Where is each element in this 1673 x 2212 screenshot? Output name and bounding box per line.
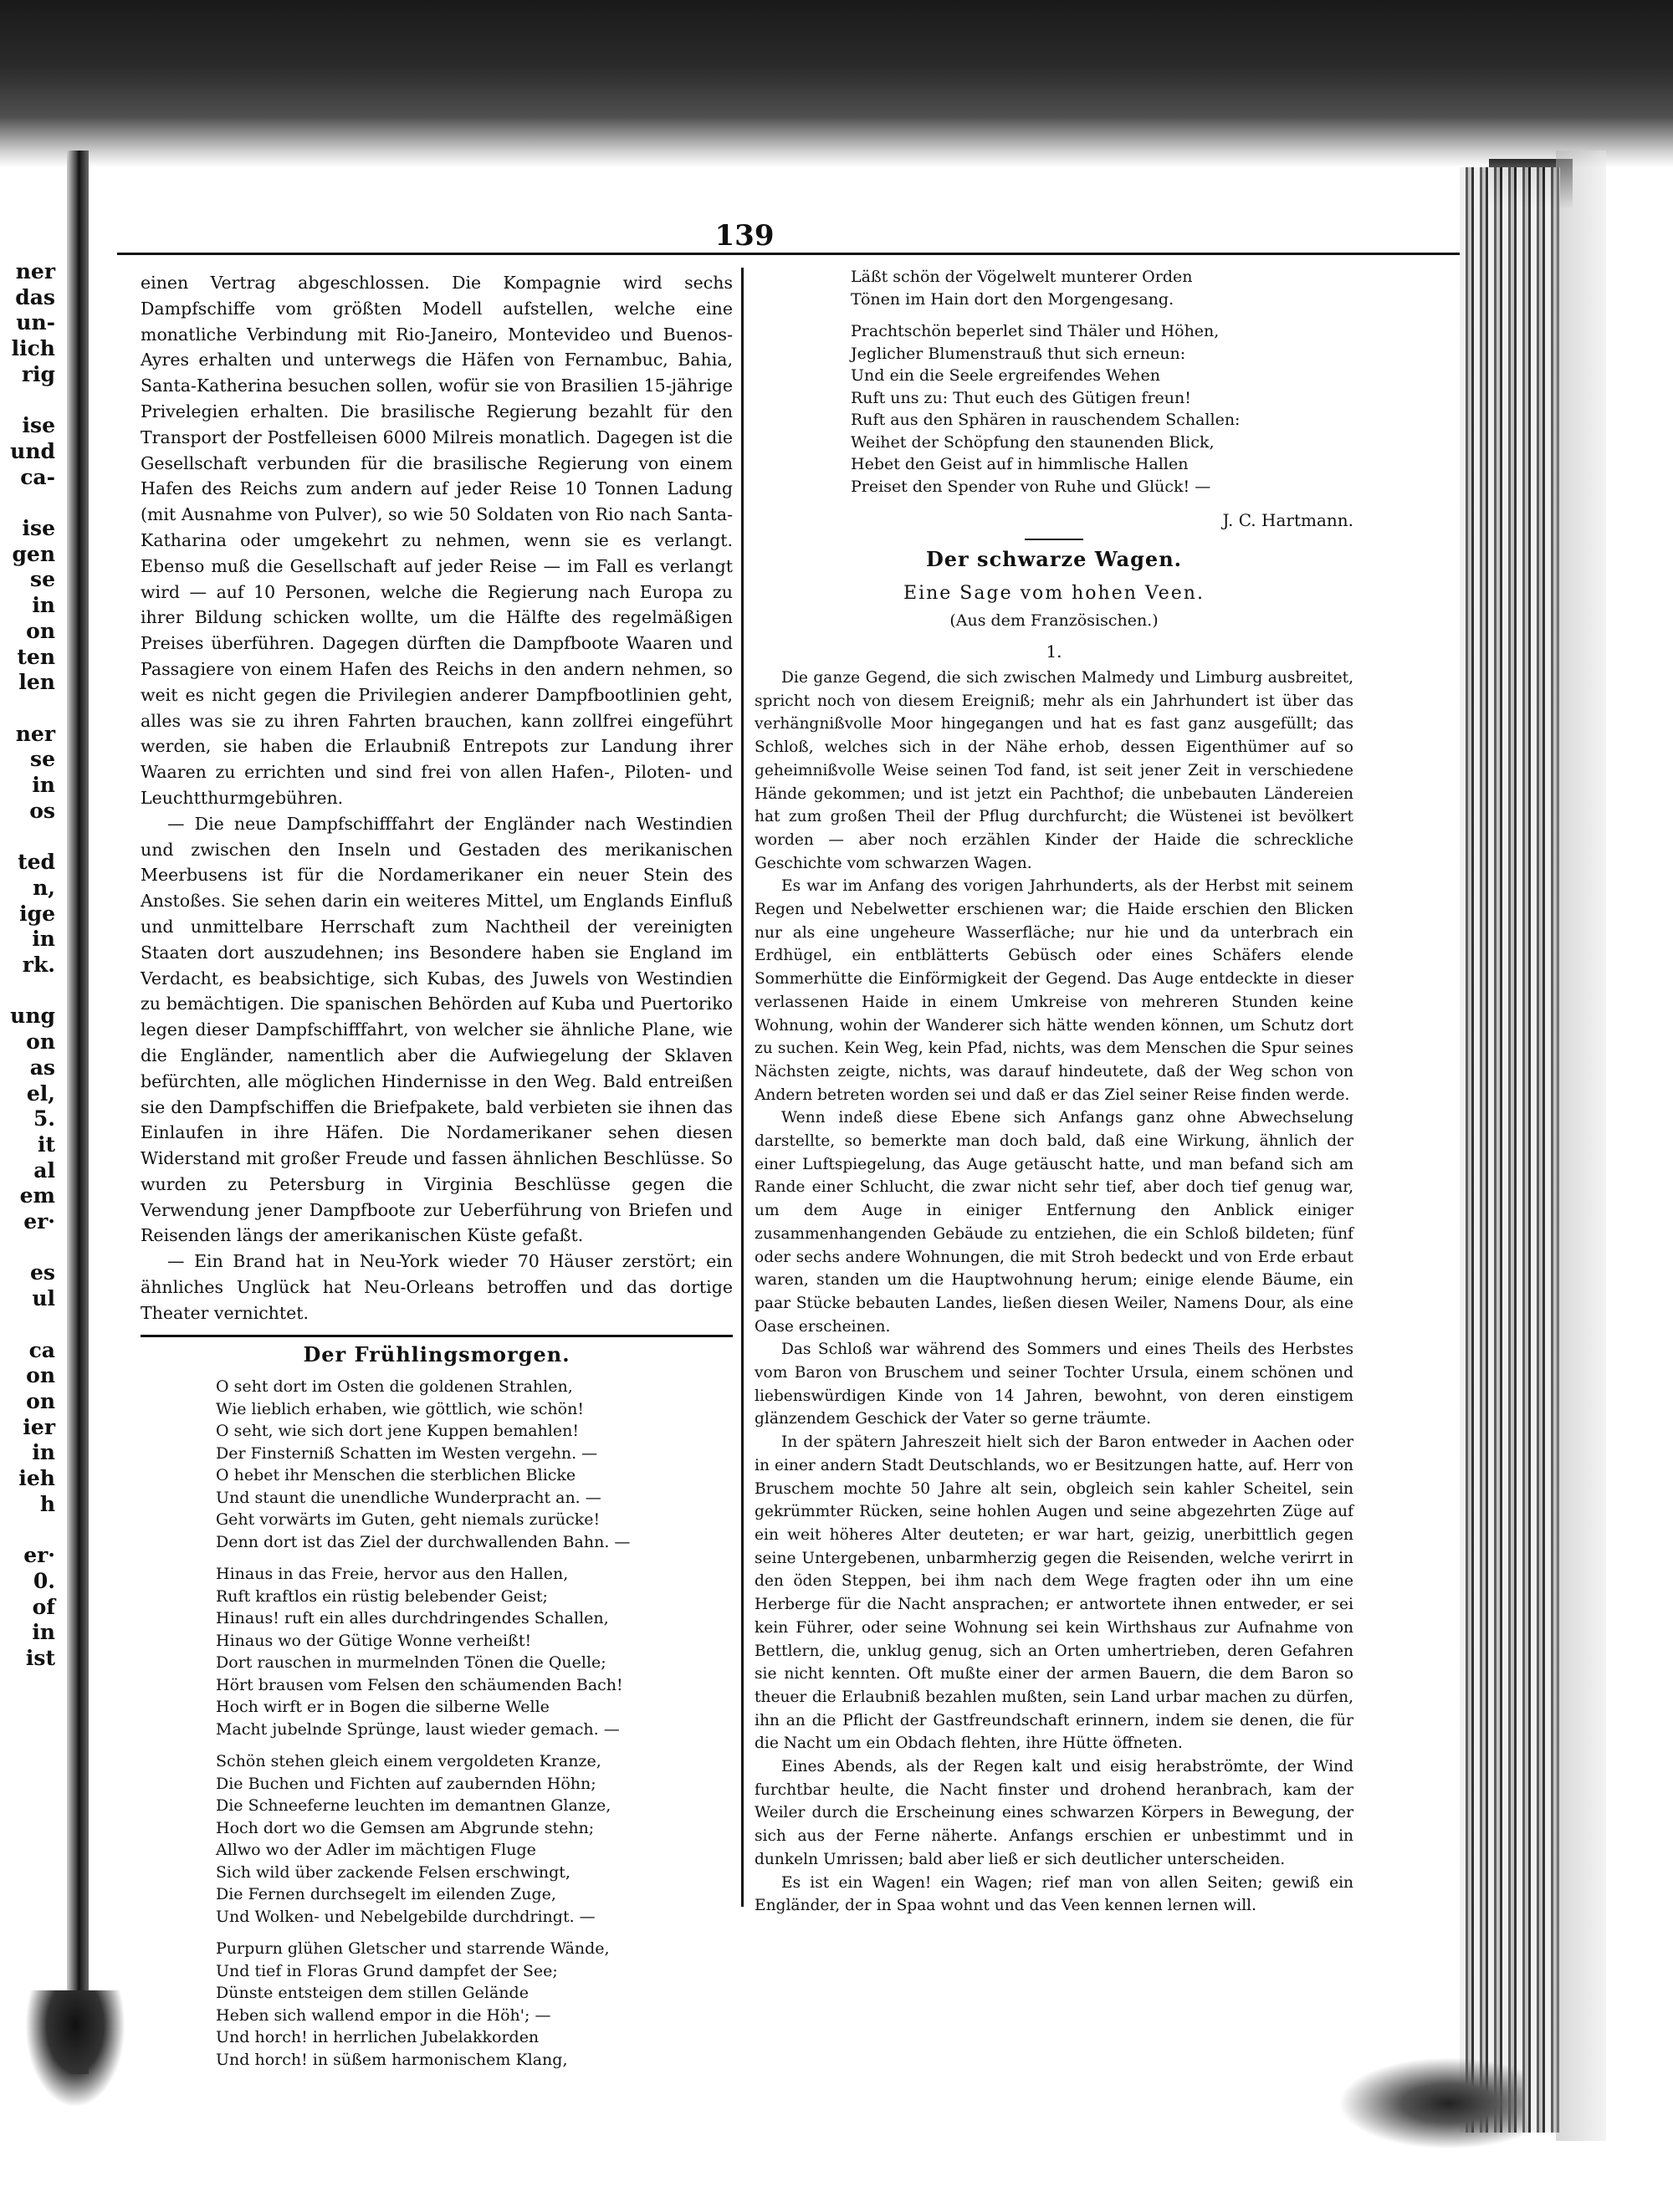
fragment-line: n,: [33, 875, 55, 900]
poem-stanza: [851, 320, 1353, 498]
fragment-line: [0, 824, 60, 850]
poem-stanza: [216, 1938, 733, 2071]
poem-stanza: [216, 1376, 733, 1553]
fragment-line: [0, 388, 60, 414]
story-title: Der schwarze Wagen.: [925, 546, 1183, 571]
poem-line: Und ein die Seele ergreifendes Wehen: [851, 366, 1160, 385]
fragment-line: ul: [32, 1286, 55, 1311]
poem-author: J. C. Hartmann.: [1222, 510, 1353, 530]
poem-stanza: [851, 266, 1353, 310]
fragment-line: rig: [21, 361, 55, 386]
fragment-line: lich: [11, 336, 55, 361]
poem-line: Schön stehen gleich einem vergoldeten Kranze,: [216, 1752, 601, 1771]
left-column: [141, 270, 733, 2081]
fragment-line: in: [32, 773, 55, 798]
header-rule: [117, 253, 1460, 255]
column-rule: [741, 268, 744, 1907]
fragment-line: und: [10, 438, 55, 463]
story-paragraph: Es war im Anfang des vorigen Jahrhunderts, als der Herbst mit seinem Regen und Nebelwetter erschienen war; die Haide erschien den Blicken nur als eine ungeheure Wasserfläche; nur hie und da unterbrach ein Erdhügel, ein entblätterts Gebüsch oder eines Schäfers elende Sommerhütte die Einförmigkeit der Gegend. Das Auge entdeckte in dieser verlassenen Haide in einem Umkreise von mehreren Stunden keine Wohnung, wohin der Wanderer sich hätte wenden können, um Schutz dort zu suchen. Kein Weg, kein Pfad, nichts, was dem Menschen die Spur seines Nächsten zeigte, nichts, was darauf hindeutete, daß der Weg schon von Andern betreten worden sei und daß er das Ziel seiner Reise finden werde.: [755, 877, 1353, 1104]
fragment-line: on: [26, 1029, 55, 1055]
fragment-line: [0, 1235, 60, 1261]
story-paragraph: Eines Abends, als der Regen kalt und eisig herabströmte, der Wind furchtbar heulte, die Nacht finster und drohend heranbrach, kam der Weiler durch die Erscheinung eines schwarzen Körpers in Bewegung, der sich aus der Ferne näherte. Anfangs erschien er unbestimmt und in dunkeln Umrissen; bald aber ließ er sich deutlicher unterscheiden.: [755, 1758, 1353, 1868]
poem-stanza: [216, 1563, 733, 1740]
poem-line: Wie lieblich erhaben, wie göttlich, wie schön!: [216, 1399, 584, 1418]
story-source: (Aus dem Französischen.): [949, 611, 1159, 631]
fragment-line: das: [15, 284, 55, 309]
fragment-line: ca-: [20, 464, 55, 489]
poem-line: Hinaus! ruft ein alles durchdringendes Schallen,: [216, 1609, 609, 1628]
poem-stanza: [216, 1750, 733, 1928]
fragment-line: rk.: [22, 952, 55, 977]
scan-top-shadow: [0, 0, 1673, 167]
fragment-line: [0, 1312, 60, 1338]
poem-line: Die Schneeferne leuchten im demantnen Glanze,: [216, 1796, 611, 1816]
poem-line: Und horch! in süßem harmonischem Klang,: [216, 2050, 568, 2069]
poem-line: Und horch! in herrlichen Jubelakkorden: [216, 2028, 540, 2047]
fragment-line: 0.: [33, 1568, 55, 1593]
poem-line: Allwo wo der Adler im mächtigen Fluge: [216, 1841, 536, 1860]
poem-line: Denn dort ist das Ziel der durchwallenden Bahn. —: [216, 1532, 631, 1551]
poem-line: Preiset den Spender von Ruhe und Glück! —: [851, 477, 1211, 496]
bottom-stain: [1338, 2057, 1522, 2149]
fragment-line: in: [32, 1620, 55, 1645]
poem-line: Ruft uns zu: Thut euch des Gütigen freun!: [851, 388, 1191, 407]
poem-continuation: [755, 266, 1353, 498]
fragment-line: un-: [16, 310, 55, 335]
fragment-line: [0, 978, 60, 1004]
fragment-line: er·: [23, 1543, 55, 1568]
poem-line: Heben sich wallend empor in die Höh'; —: [216, 2005, 551, 2025]
poem-line: Ruft aus den Sphären in rauschendem Schallen:: [851, 411, 1241, 429]
fragment-line: ten: [17, 644, 55, 669]
book-spine: [67, 151, 89, 2074]
fragment-line: ise: [22, 413, 55, 438]
story-paragraph: In der spätern Jahreszeit hielt sich der Baron entweder in Aachen oder in einer andern Stadt Deutschlands, wo er Besitzungen hatte, auf. Herr von Bruschem mochte 50 Jahre alt sein, obgleich sein kahler Scheitel, sein gekrümmter Rücken, seine hohlen Augen und seine abgezehrten Züge auf ein weit höheres Alter deuteten; er war hart, geizig, unerbittlich gegen seine Untergebenen, unbarmherzig gegen die Reisenden, welche verirrt in den öden Steppen, bei ihm nach dem Wege fragten oder ihn um eine Herberge für die Nacht ansprachen; er antwortete ihnen entweder, er sei kein Führer, oder seine Wohnung sei kein Wirthshaus zur Aufnahme von Bettlern, die, unklug genug, sich an Orten umhertrieben, deren Gefahren sie nicht kennten. Oft mußte einer der armen Bauern, die dem Baron so theuer die Erlaubniß bezahlen mußten, sein Land urbar machen zu dürfen, ihn an die Pflicht der Gastfreundschaft erinnern, indem sie denen, die für die Nacht um ein Obdach flehten, ihre Hütte öffneten.: [755, 1433, 1353, 1753]
poem-line: Läßt schön der Vögelwelt munterer Orden: [851, 268, 1193, 286]
fragment-line: ist: [25, 1645, 55, 1670]
fragment-line: er·: [23, 1209, 55, 1234]
fragment-line: in: [32, 593, 55, 618]
fragment-line: es: [30, 1260, 55, 1285]
fragment-line: on: [26, 1363, 55, 1388]
poem-title: Der Frühlingsmorgen.: [303, 1341, 570, 1367]
story-subtitle: Eine Sage vom hohen Veen.: [903, 582, 1205, 604]
fragment-line: of: [32, 1594, 55, 1619]
poem-line: Dort rauschen in murmelnden Tönen die Quelle;: [216, 1653, 606, 1673]
previous-page-fragment: [0, 259, 60, 1932]
fragment-line: ige: [19, 901, 55, 926]
fragment-line: on: [26, 618, 55, 643]
poem-line: Macht jubelnde Sprünge, laust wieder gemach. —: [216, 1719, 620, 1739]
poem-line: Hoch dort wo die Gemsen am Abgrunde stehn;: [216, 1818, 595, 1837]
fragment-line: as: [29, 1055, 55, 1080]
fragment-line: len: [18, 670, 55, 695]
story-paragraph: Wenn indeß diese Ebene sich Anfangs ganz ohne Abwechselung darstellte, so bemerkte man doch bald, daß eine Wirkung, ähnlich der einer Luftspiegelung, das Auge getäuscht hatte, und man befand sich am Rande einer Schlucht, die zwar nicht sehr tief, aber doch tief genug war, um dem Auge in einiger Entfernung den Anblick einiger zusammenhangenden Gebäude zu entziehen, die ein Schloß bildeten; fünf oder sechs andere Wohnungen, die mit Stroh bedeckt und von Erde erbaut waren, standen um die Hauptwohnung herum; einige elende Bäume, ein paar Stücke bebauten Landes, ließen diesen Weiler, Namens Dour, als eine Oase erscheinen.: [755, 1109, 1353, 1336]
fragment-line: [0, 696, 60, 722]
fragment-line: gen: [12, 541, 55, 566]
story-paragraph: Die ganze Gegend, die sich zwischen Malmedy und Limburg ausbreitet, spricht noch von diesem Ereigniß; mehr als ein Jahrhundert ist über das verhängnißvolle Moor hingegangen und hat es fast ganz ausgefüllt; das Schloß, welches sich in der Nähe erhob, dessen Eigenthümer auf so geheimnißvolle Weise seinen Tod fand, ist seit jener Zeit in verschiedene Hände gekommen; und ist jetzt ein Pachthof; die unbebauten Ländereien hat zum großen Theil der Pflug durchfurcht; die Wüstenei ist bevölkert worden — aber noch erzählen Kinder der Haide die schreckliche Geschichte vom schwarzen Wagen.: [755, 668, 1353, 872]
fragment-line: ung: [10, 1004, 55, 1029]
page-edge-shadow: [1556, 151, 1606, 2141]
poem-line: Geht vorwärts im Guten, geht niemals zurücke!: [216, 1510, 601, 1530]
poem-line: Hinaus wo der Gütige Wonne verheißt!: [216, 1631, 532, 1650]
title-rule: [1025, 539, 1083, 540]
news-paragraph: einen Vertrag abgeschlossen. Die Kompagnie wird sechs Dampfschiffe vom größten Modell aufstellen, welche eine monatliche Verbindung mit Rio-Janeiro, Montevideo und Buenos-Ayres erhalten und unterwegs die Häfen von Fernambuc, Bahia, Santa-Katherina besuchen sollen, wofür sie von Brasilien 15-jährige Privelegien erhalten. Die brasilische Regierung bezahlt für den Transport der Postfelleisen 6000 Milreis monatlich. Dagegen ist die Gesellschaft verbunden für die brasilische Regierung von einem Hafen des Reichs zum andern auf jeder Reise 10 Tonnen Ladung (mit Ausnahme von Pulver), so wie 50 Soldaten von Rio nach Santa-Katharina oder umgekehrt zu nehmen, wenn sie es verlangt. Ebenso muß die Gesellschaft auf jeder Reise — im Fall es verlangt wird — auf 10 Personen, welche die Regierung nach Europa zu ihrer Bildung schicken wollte, um die Hälfte des regelmäßigen Preises überführen. Dagegen dürften die Dampfboote Waaren und Passagiere von einem Hafen des Reichs in den andern nehmen, so weit es nicht gegen die Privilegien anderer Dampfbootlinien geht, alles was sie zu ihren Fahrten brauchen, kann zollfrei eingeführt werden, sie haben die Erlaubniß Entrepots zur Landung ihrer Waaren zu errichten und sind frei von allen Hafen-, Piloten- und Leuchtthurmgebühren.: [141, 273, 734, 808]
fragment-line: it: [37, 1132, 55, 1157]
story-paragraph: Das Schloß war während des Sommers und eines Theils des Herbstes vom Baron von Bruschem und seiner Tochter Ursula, einem schönen und liebenswürdigen Kinde von 14 Jahren, bewohnt, von deren einstigem glänzendem Geschick der Vater so gerne träumte.: [755, 1341, 1353, 1428]
right-column: [755, 266, 1353, 1918]
fragment-line: ise: [22, 516, 55, 541]
page-number: 139: [714, 219, 775, 253]
poem-line: O hebet ihr Menschen die sterblichen Blicke: [216, 1466, 576, 1485]
poem-line: O seht dort im Osten die goldenen Strahlen,: [216, 1377, 573, 1397]
fragment-line: [0, 490, 60, 516]
poem-line: Prachtschön beperlet sind Thäler und Höhen,: [851, 322, 1220, 340]
poem-line: Und tief in Floras Grund dampfet der See;: [216, 1961, 558, 1980]
poem-line: O seht, wie sich dort jene Kuppen bemahlen!: [216, 1422, 579, 1441]
poem-line: Der Finsterniß Schatten im Westen vergehn. —: [216, 1443, 598, 1463]
chapter-number: 1.: [1046, 641, 1062, 662]
fragment-line: ner: [15, 721, 55, 746]
fragment-line: in: [32, 1440, 55, 1465]
news-paragraph: — Die neue Dampfschifffahrt der Engländer nach Westindien und zwischen den Inseln und Gestaden des merikanischen Meerbusens ist für die Nordamerikaner ein neuer Stein des Anstoßes. Sie sehen darin ein weiteres Mittel, um Englands Einfluß und unmittelbare Herrschaft zum Nachtheil der vereinigten Staaten dort auszudehnen; ins Besondere haben sie England im Verdacht, es beabsichtige, sich Kubas, des Juwels von Westindien zu bemächtigen. Die spanischen Behörden auf Kuba und Puertoriko legen dieser Dampfschifffahrt, von welcher sie ähnliche Plane, wie die Engländer, namentlich aber die Aufwiegelung der Sklaven befürchten, alle möglichen Hindernisse in den Weg. Bald entreißen sie den Dampfschiffen die Briefpakete, bald verbieten sie ihnen das Einlaufen in ihre Häfen. Die Nordamerikaner sehen diesen Widerstand mit großer Freude und fassen ähnlichen Beschlüsse. So wurden zu Petersburg in Virginia Beschlüsse gegen die Verwendung jener Dampfboote zur Ueberführung von Briefen und Reisenden längs der amerikanischen Küste gefaßt.: [141, 813, 733, 1246]
poem-line: Dünste entsteigen dem stillen Gelände: [216, 1984, 529, 2003]
poem-line: Und staunt die unendliche Wunderpracht an. —: [216, 1488, 601, 1507]
fragment-line: ier: [23, 1414, 55, 1439]
fragment-line: os: [29, 798, 55, 823]
poem-line: Purpurn glühen Gletscher und starrende Wände,: [216, 1939, 610, 1959]
fragment-line: se: [30, 747, 55, 772]
page-edges: [1460, 167, 1560, 2133]
fragment-line: on: [26, 1388, 55, 1413]
poem-line: Sich wild über zackende Felsen erschwingt,: [216, 1862, 570, 1882]
fragment-line: ieh: [18, 1466, 55, 1491]
fragment-line: el,: [26, 1080, 55, 1106]
section-rule: [141, 1335, 733, 1337]
fragment-line: ner: [15, 259, 55, 284]
fragment-line: al: [33, 1157, 55, 1183]
poem: [141, 1376, 733, 2071]
story-paragraph: Es ist ein Wagen! ein Wagen; rief man von allen Seiten; gewiß ein Engländer, der in Spaa wohnt und das Veen kennen lernen will.: [755, 1873, 1353, 1915]
poem-line: Ruft kraftlos ein rüstig belebender Geist;: [216, 1586, 548, 1606]
poem-line: Weihet der Schöpfung den staunenden Blick,: [851, 432, 1215, 452]
poem-line: Hört brausen vom Felsen den schäumenden Bach!: [216, 1675, 623, 1694]
poem-line: Die Fernen durchsegelt im eilenden Zuge,: [216, 1885, 556, 1904]
poem-line: Tönen im Hain dort den Morgengesang.: [851, 289, 1174, 309]
poem-line: Die Buchen und Fichten auf zaubernden Höhn;: [216, 1774, 596, 1793]
fragment-line: in: [32, 927, 55, 952]
poem-line: Und Wolken- und Nebelgebilde durchdringt. —: [216, 1907, 596, 1926]
poem-line: Hinaus in das Freie, hervor aus den Hallen,: [216, 1565, 569, 1584]
fragment-line: [0, 1517, 60, 1543]
fragment-line: ted: [18, 850, 55, 875]
poem-line: Hebet den Geist auf in himmlische Hallen: [851, 455, 1189, 473]
news-paragraph: — Ein Brand hat in Neu-York wieder 70 Häuser zerstört; ein ähnliches Unglück hat Neu-Orleans betroffen und das dortige Theater vernichtet.: [141, 1251, 733, 1323]
fragment-line: se: [30, 567, 55, 592]
fragment-line: h: [39, 1491, 55, 1516]
spine-shadow: [25, 1990, 125, 2107]
fragment-line: 5.: [33, 1106, 55, 1132]
poem-line: Jeglicher Blumenstrauß thut sich erneun:: [851, 344, 1186, 363]
fragment-line: ca: [28, 1337, 55, 1362]
poem-line: Hoch wirft er in Bogen die silberne Welle: [216, 1698, 550, 1717]
fragment-line: em: [19, 1183, 55, 1208]
